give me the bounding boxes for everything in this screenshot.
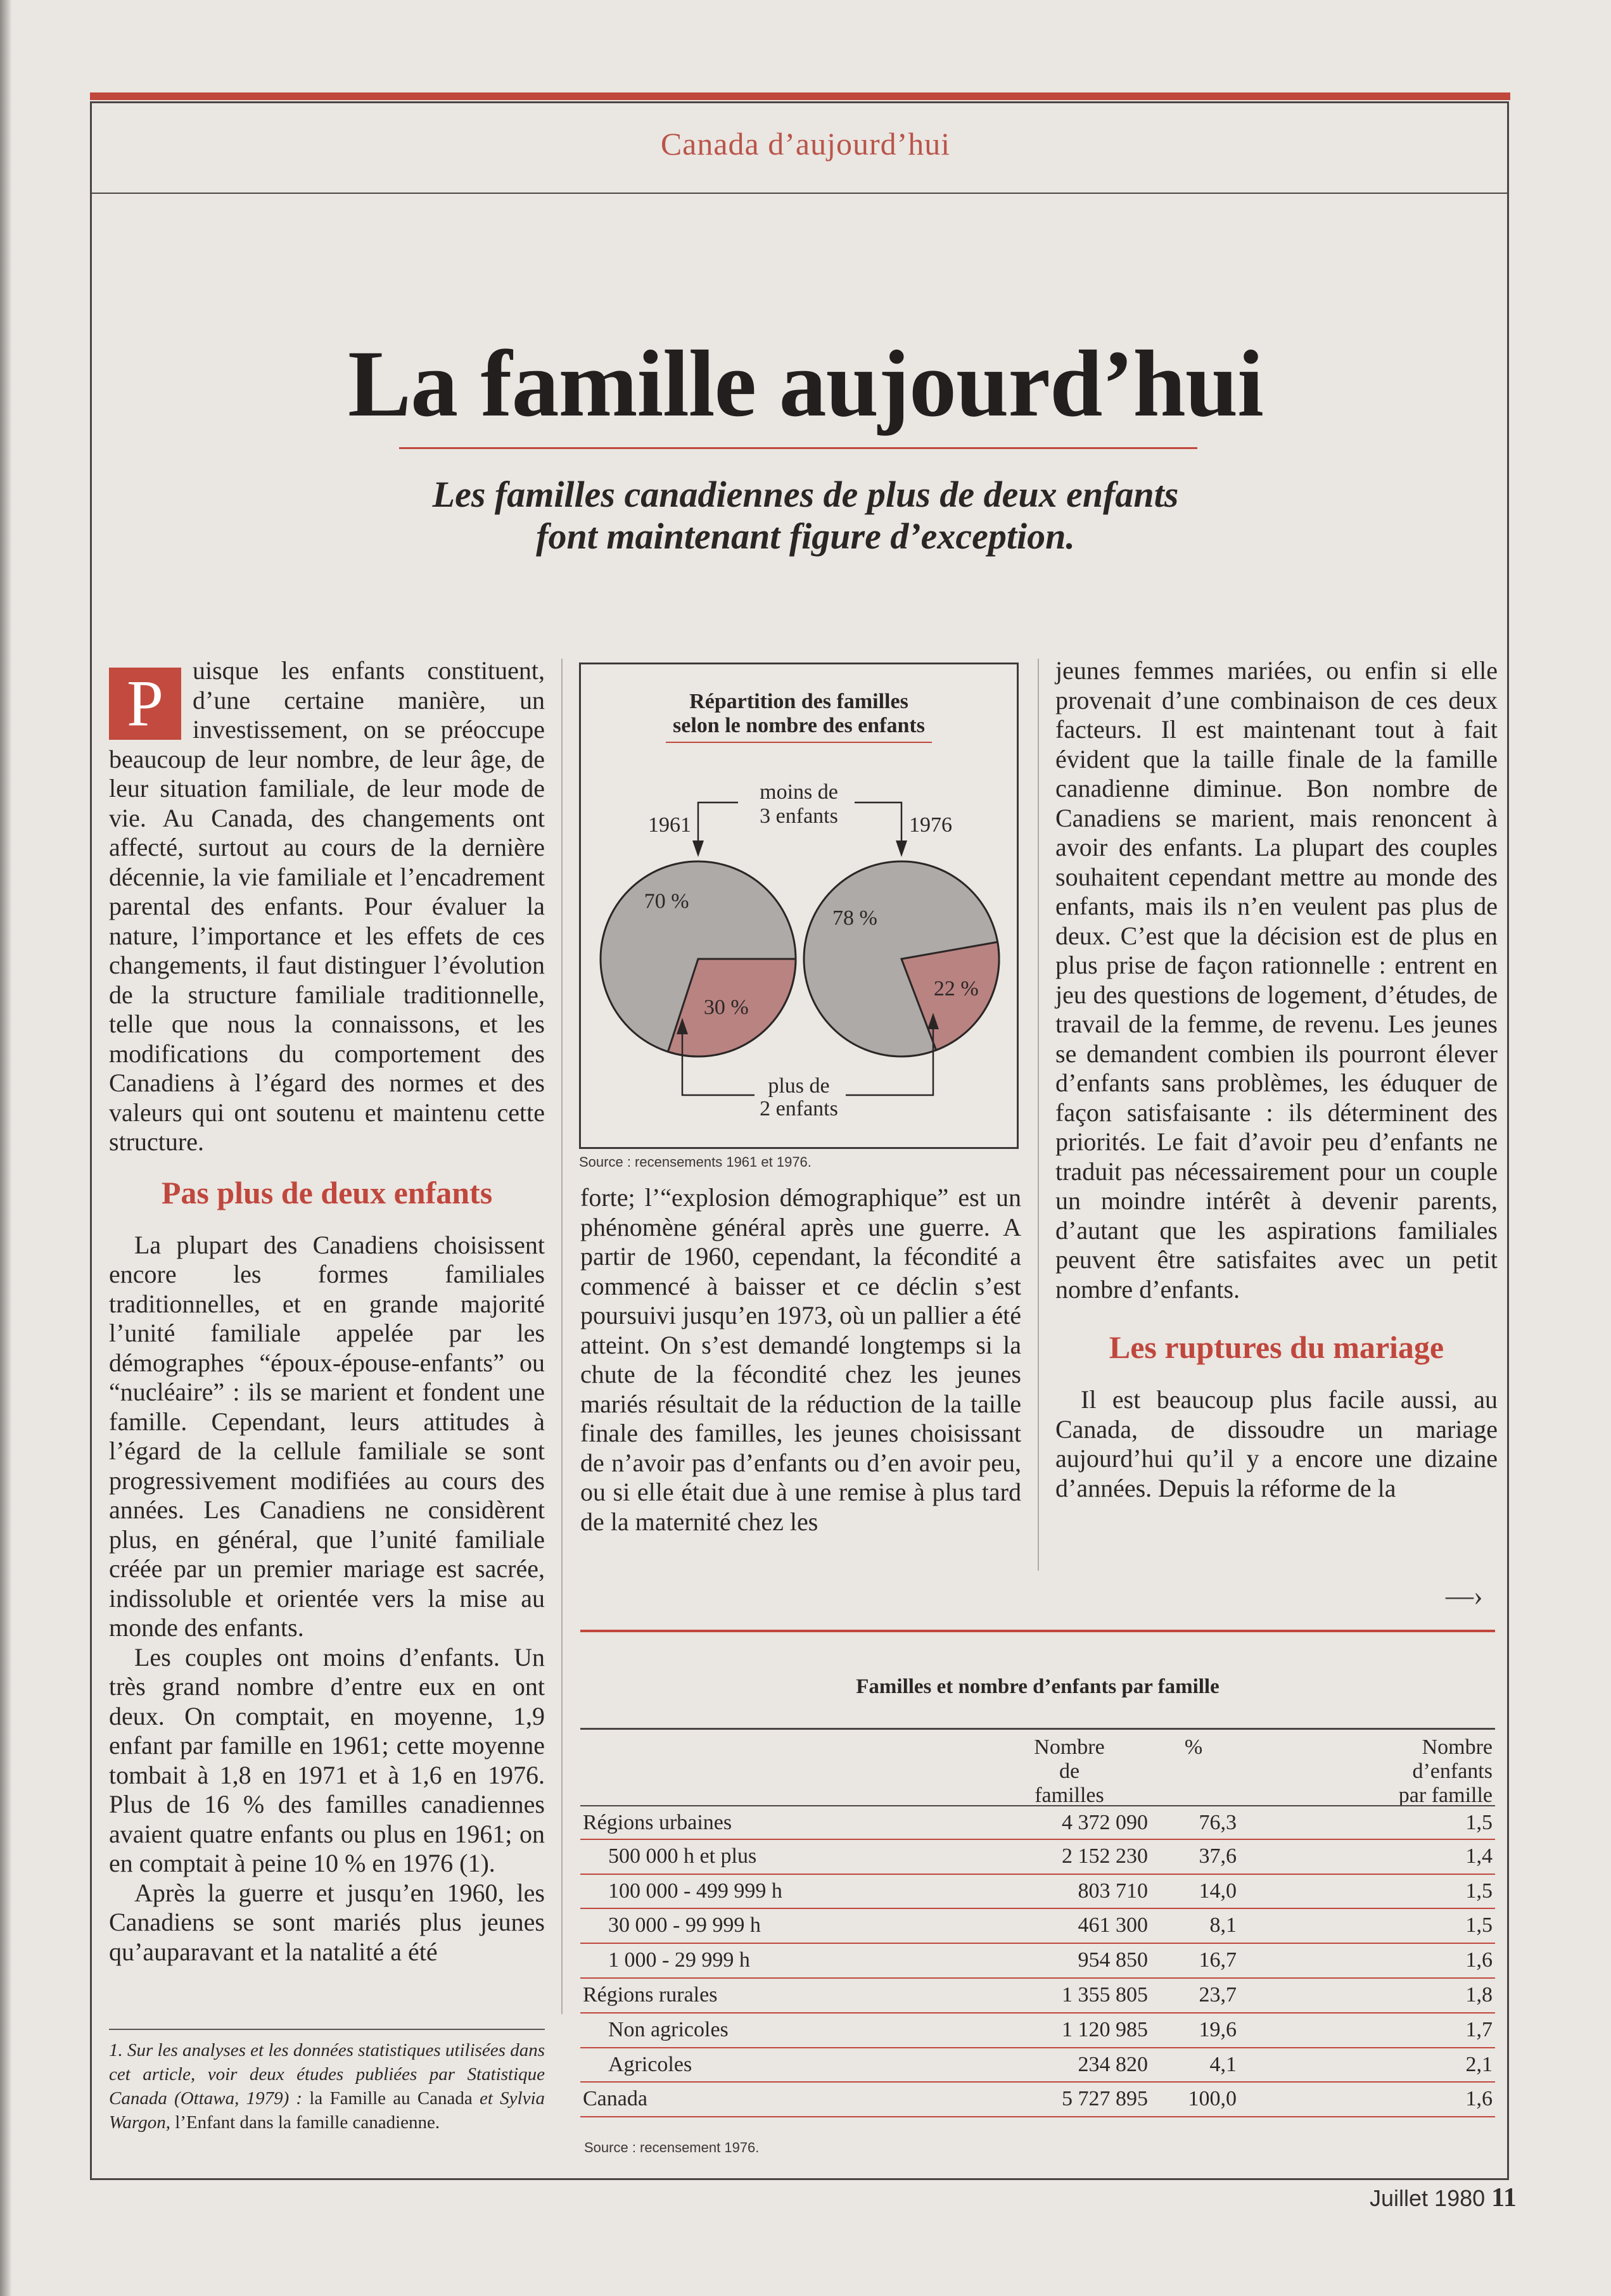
header-line: % (1184, 1735, 1203, 1759)
cell-familles: 234 820 (1078, 2052, 1148, 2076)
cell-familles: 2 152 230 (1062, 1844, 1148, 1868)
cell-familles: 954 850 (1078, 1948, 1148, 1972)
cell-familles: 5 727 895 (1062, 2087, 1148, 2111)
cell-familles: 1 120 985 (1062, 2017, 1148, 2041)
year-label: 1961 (648, 813, 691, 837)
row-label: 500 000 h et plus (608, 1844, 757, 1868)
cell-enfants: 1,4 (1465, 1844, 1493, 1868)
table-row (580, 1840, 1495, 1875)
table-row (580, 1979, 1495, 2014)
pie-chart (581, 664, 1017, 1147)
row-label: Agricoles (608, 2052, 692, 2076)
year-label: 1976 (909, 813, 952, 837)
connector-line (855, 802, 901, 840)
table-row (580, 1944, 1495, 1979)
arrow-head (896, 840, 907, 857)
column-2 (580, 1183, 1021, 1537)
header-line: Nombre (1422, 1735, 1493, 1759)
table-top-rule (580, 1630, 1495, 1632)
table-row (580, 2048, 1495, 2083)
cell-enfants: 1,8 (1465, 1982, 1493, 2007)
cell-percent: 100,0 (1188, 2087, 1237, 2111)
figure-title-line: selon le nombre des enfants (673, 714, 925, 737)
header-rule (92, 193, 1507, 194)
deck-line: font maintenant figure d’exception. (536, 516, 1075, 557)
cell-enfants: 1,6 (1465, 1948, 1493, 1972)
cell-enfants: 1,6 (1465, 2087, 1493, 2111)
table-row (580, 1875, 1495, 1910)
footnote-text: 1. Sur les analyses et les données statistiques utilisées dans cet article, voir deux études publiées par Statistique Canada (Ottawa, 1979) : (109, 2040, 545, 2109)
column-1 (109, 656, 545, 1967)
column-divider (561, 659, 563, 2014)
page-number: 11 (1491, 2183, 1517, 2212)
top-accent-rule (90, 92, 1510, 100)
drop-cap: P (109, 668, 181, 740)
cell-percent: 76,3 (1199, 1811, 1237, 1834)
table-source: Source : recensement 1976. (584, 2140, 760, 2155)
cell-percent: 4,1 (1209, 2052, 1237, 2076)
cell-percent: 16,7 (1199, 1948, 1237, 1972)
cell-percent: 37,6 (1199, 1844, 1237, 1868)
column-divider (1038, 659, 1039, 1571)
subhead-ruptures: Les ruptures du mariage (1109, 1329, 1444, 1365)
label-moins-de: 3 enfants (760, 804, 838, 828)
deck-line: Les familles canadiennes de plus de deux enfants (432, 474, 1179, 515)
page-title: La famille aujourd’hui (348, 331, 1263, 436)
cell-enfants: 1,5 (1465, 1913, 1493, 1938)
paragraph: Après la guerre et jusqu’en 1960, les Canadiens se sont mariés plus jeunes qu’auparavant et la natalité a été (109, 1878, 545, 1966)
row-label: Non agricoles (608, 2017, 729, 2041)
cell-enfants: 1,5 (1465, 1811, 1493, 1834)
header-line: d’enfants (1412, 1760, 1493, 1783)
subhead-pas-plus: Pas plus de deux enfants (161, 1174, 493, 1210)
paragraph: La plupart des Canadiens choisissent encore les formes familiales traditionnelles, et en grande majorité l’unité familiale appelée par les démographes “époux-épouse-enfants” ou “nucléaire” : ils se marient et fondent une famille. Cependant, leurs attitudes à l’égard de la cellule familiale se sont progressivement modifiées au cours des années. Les Canadiens ne considèrent plus, en général, que l’unité familiale créée par un premier mariage est sacrée, indissoluble et orientée vers la mise au monde des enfants. (109, 1230, 545, 1642)
table-row (580, 1805, 1495, 1840)
slice-label: 22 % (933, 977, 979, 1001)
row-label: 30 000 - 99 999 h (608, 1913, 761, 1938)
column-3 (1055, 656, 1498, 1503)
cell-percent: 14,0 (1199, 1879, 1237, 1903)
footnote-text: l’Enfant dans la famille canadienne. (175, 2112, 440, 2133)
title-rule (399, 447, 1197, 449)
table-header-row (580, 1735, 1495, 1805)
footnote-text: la Famille au Canada (309, 2088, 473, 2109)
row-label: Régions urbaines (583, 1811, 732, 1834)
figure-source: Source : recensements 1961 et 1976. (579, 1154, 812, 1170)
cell-familles: 461 300 (1078, 1913, 1148, 1938)
cell-percent: 19,6 (1199, 2017, 1237, 2041)
label-plus-de: plus de (768, 1074, 830, 1098)
slice-label: 30 % (703, 995, 749, 1019)
row-label: 1 000 - 29 999 h (608, 1948, 750, 1972)
header-nombre-familles (991, 1735, 1148, 1808)
footnote-rule (109, 2029, 545, 2030)
label-plus-de: 2 enfants (760, 1097, 838, 1120)
paragraph: Les couples ont moins d’enfants. Un très grand nombre d’entre eux en ont deux. On comptait, en moyenne, 1,9 enfant par famille en 1961; cette moyenne tombait à 1,8 en 1971 et à 1,6 en 1976. Plus de 16 % des familles canadiennes avaient quatre enfants ou plus en 1961; on en comptait à peine 10 % en 1976 (1). (109, 1642, 545, 1877)
continue-arrow: —› (1446, 1580, 1483, 1611)
table-title: Familles et nombre d’enfants par famille (856, 1675, 1219, 1698)
arrow-head (692, 840, 704, 857)
table-header-rule (580, 1728, 1495, 1730)
cell-familles: 4 372 090 (1062, 1811, 1148, 1834)
running-head: Canada d’aujourd’hui (660, 126, 951, 162)
cell-percent: 8,1 (1209, 1913, 1237, 1938)
cell-familles: 1 355 805 (1062, 1982, 1148, 2007)
cell-enfants: 1,7 (1465, 2017, 1493, 2041)
header-line: familles (1035, 1784, 1104, 1807)
cell-enfants: 1,5 (1465, 1879, 1493, 1903)
row-label: Canada (583, 2087, 647, 2111)
paragraph: Il est beaucoup plus facile aussi, au Canada, de dissoudre un mariage aujourd’hui qu’il y a encore une dizaine d’années. Depuis la réforme de la (1055, 1385, 1498, 1502)
slice-label: 70 % (644, 889, 689, 913)
cell-percent: 23,7 (1199, 1982, 1237, 2007)
intro-paragraph: uisque les enfants constituent, d’une certaine manière, un investissement, on se préoccupe beaucoup de leur nombre, de leur âge, de leur situation familiale, de leur mode de vie. Au Canada, des changements ont affecté, surtout au cours de la dernière décennie, la vie familiale et l’encadrement parental des enfants. Pour évaluer la nature, l’importance et les effets de ces changements, il faut distinguer l’évolution de la structure familiale traditionnelle, telle que nous la connaissons, et les modifications du comportement des Canadiens à l’égard des normes et des valeurs qui ont soutenu et maintenu cette structure. (109, 656, 545, 1156)
row-label: 100 000 - 499 999 h (608, 1879, 782, 1903)
header-nombre-enfants (1366, 1735, 1493, 1808)
cell-enfants: 2,1 (1465, 2052, 1493, 2076)
families-table (580, 1735, 1495, 2117)
issue-date: Juillet 1980 (1370, 2185, 1486, 2211)
table-row (580, 1909, 1495, 1944)
page-footer (1370, 2183, 1517, 2213)
deck (0, 474, 1611, 557)
footnote (109, 2038, 545, 2134)
slice-label: 78 % (832, 906, 877, 930)
label-moins-de: moins de (760, 780, 838, 804)
figure-title-line: Répartition des familles (689, 690, 908, 713)
paragraph: jeunes femmes mariées, ou enfin si elle provenait d’une combinaison de ces deux facteurs. Il est maintenant tout à fait évident que la taille finale de la famille canadienne diminue. Bon nombre de Canadiens se marient, mais renoncent à avoir des enfants. La plupart des couples souhaitent cependant mettre au monde des enfants, mais ils n’en veulent pas plus de deux. C’est que la décision est de plus en plus prise de façon rationnelle : entrent en jeu des questions de logement, d’études, de travail de la femme, de revenu. Les jeunes se demandent combien ils pourront élever d’enfants sans problèmes, les éduquer de façon satisfaisante : ils déterminent des priorités. Le fait d’avoir peu d’enfants ne traduit pas nécessairement pour un couple un moindre intérêt à devenir parents, d’autant que les aspirations familiales peuvent être satisfaites avec un petit nombre d’enfants. (1055, 656, 1498, 1303)
table-row (580, 2083, 1495, 2117)
table-row (580, 2014, 1495, 2048)
connector-line (698, 802, 738, 840)
footnote-text: et Sylvia Wargon, (109, 2088, 545, 2133)
row-label: Régions rurales (583, 1982, 718, 2007)
header-percent (1150, 1735, 1237, 1760)
header-line: de (1059, 1760, 1080, 1783)
header-line: par famille (1398, 1784, 1493, 1807)
table-body (580, 1805, 1495, 2117)
cell-familles: 803 710 (1078, 1879, 1148, 1903)
pie-chart-figure (579, 663, 1019, 1149)
header-line: Nombre (1034, 1735, 1105, 1759)
paragraph: forte; l’“explosion démographique” est un phénomène général après une guerre. A partir de 1960, cependant, la fécondité a commencé à baisser et ce déclin s’est poursuivi jusqu’en 1973, où un pallier a été atteint. On s’est demandé longtemps si la chute de la fécondité chez les jeunes mariés résultait de la réduction de la taille finale des familles, les jeunes choisissant de n’avoir pas d’enfants ou d’en avoir peu, ou si elle était due à une remise à plus tard de la maternité chez les (580, 1183, 1021, 1536)
